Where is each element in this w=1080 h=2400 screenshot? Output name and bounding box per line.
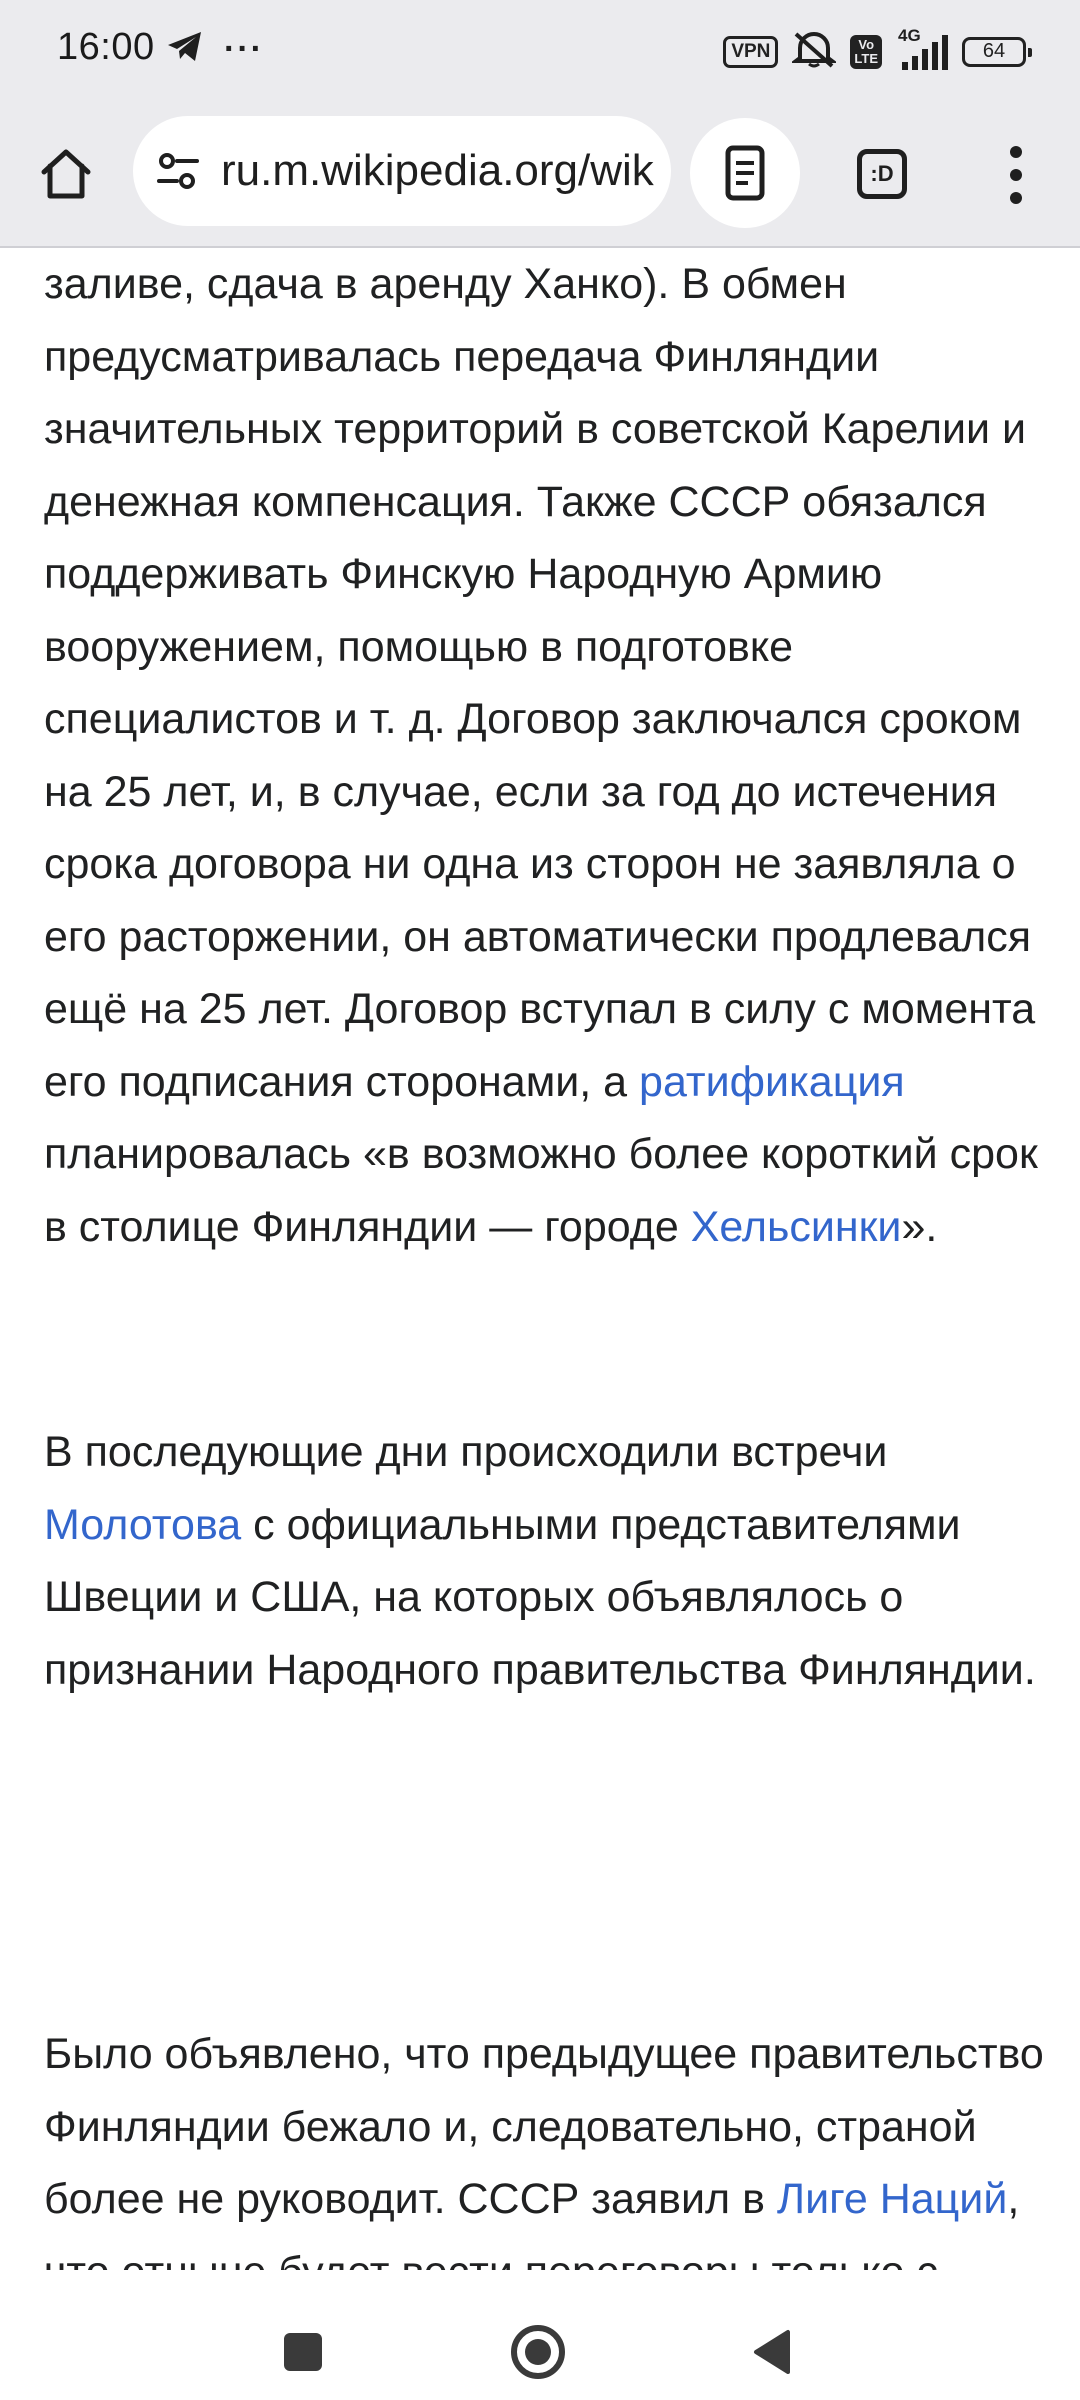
- paragraph: Было объявлено, что предыдущее правительство Финляндии бежало и, следовательно, страной более не руководит. СССР заявил в Лиге Наций,: [44, 2030, 1044, 2223]
- signal-icon: 4G: [896, 32, 948, 72]
- browser-toolbar: [0, 100, 1080, 248]
- status-notification-icons: [166, 30, 264, 69]
- paragraph: В последующие дни происходили встречи Молотова с официальными представителями Швеции и США, на которых объявлялось о признании Народного правительства Финляндии.: [44, 1428, 1036, 1694]
- link-molotov[interactable]: Молотова: [44, 1500, 242, 1549]
- paragraph: заливе, сдача в аренду Ханко). В обмен предусматривалась передача Финляндии значительных территорий в советской Карелии и денежная компенсация. Также СССР обязался поддерживать Финскую Народную Армию вооружением, помощью в подготовке специалистов и т. д. Договор заключался сроком на 25 лет, и, в случае, если за год до истечения срока договора ни одна из сторон не заявляла о его расторжении, он автоматически продлевался ещё на 25 лет. Договор вступал в силу с момента его подписания сторонами, а ратификация планировалась «в возможно более короткий срок в столице Финляндии — городе Хельсинки».: [44, 260, 1038, 1251]
- recents-icon[interactable]: [284, 2333, 322, 2371]
- volte-badge: Vo LTE: [850, 35, 882, 69]
- status-bar: [0, 0, 1080, 100]
- link-helsinki[interactable]: Хельсинки: [690, 1202, 902, 1251]
- battery-indicator: 64: [962, 37, 1026, 67]
- tabs-icon: :D: [857, 149, 907, 199]
- home-button[interactable]: [30, 138, 102, 210]
- url-text[interactable]: ru.m.wikipedia.org/wik: [221, 146, 654, 195]
- silent-icon: [792, 30, 836, 73]
- home-circle-icon[interactable]: [510, 2324, 566, 2380]
- link-league-of-nations[interactable]: Лиге Наций: [776, 2175, 1008, 2223]
- status-time: 16:00: [57, 26, 155, 68]
- reader-mode-icon: [725, 145, 765, 201]
- site-settings-icon[interactable]: [155, 148, 201, 199]
- telegram-icon: [166, 30, 204, 69]
- more-menu-button[interactable]: [986, 140, 1046, 210]
- reader-mode-button[interactable]: [690, 118, 800, 228]
- link-ratification[interactable]: ратификация: [639, 1057, 905, 1106]
- system-navigation-bar: [0, 2270, 1080, 2400]
- tabs-button[interactable]: [848, 140, 916, 208]
- more-menu-icon: [1010, 146, 1022, 158]
- vpn-badge: VPN: [723, 36, 778, 68]
- address-bar[interactable]: [133, 116, 671, 226]
- back-icon[interactable]: [752, 2328, 792, 2376]
- status-system-icons: [723, 25, 1026, 73]
- home-icon: [36, 144, 96, 204]
- more-notifications-indicator: ···: [224, 30, 264, 68]
